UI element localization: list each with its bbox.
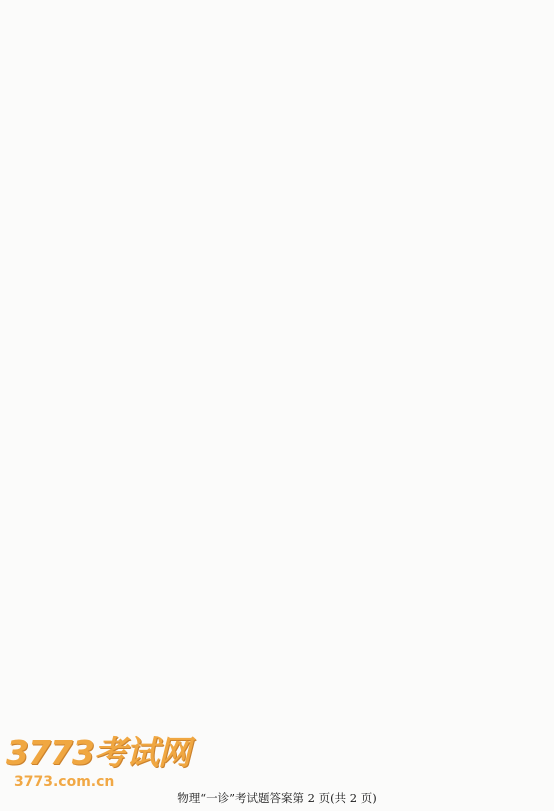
- watermark-url: 3773.com.cn: [14, 774, 115, 790]
- watermark-logo: 3773考试网: [6, 733, 190, 772]
- page-footer: 物理“一诊”考试题答案第 2 页(共 2 页): [177, 791, 377, 805]
